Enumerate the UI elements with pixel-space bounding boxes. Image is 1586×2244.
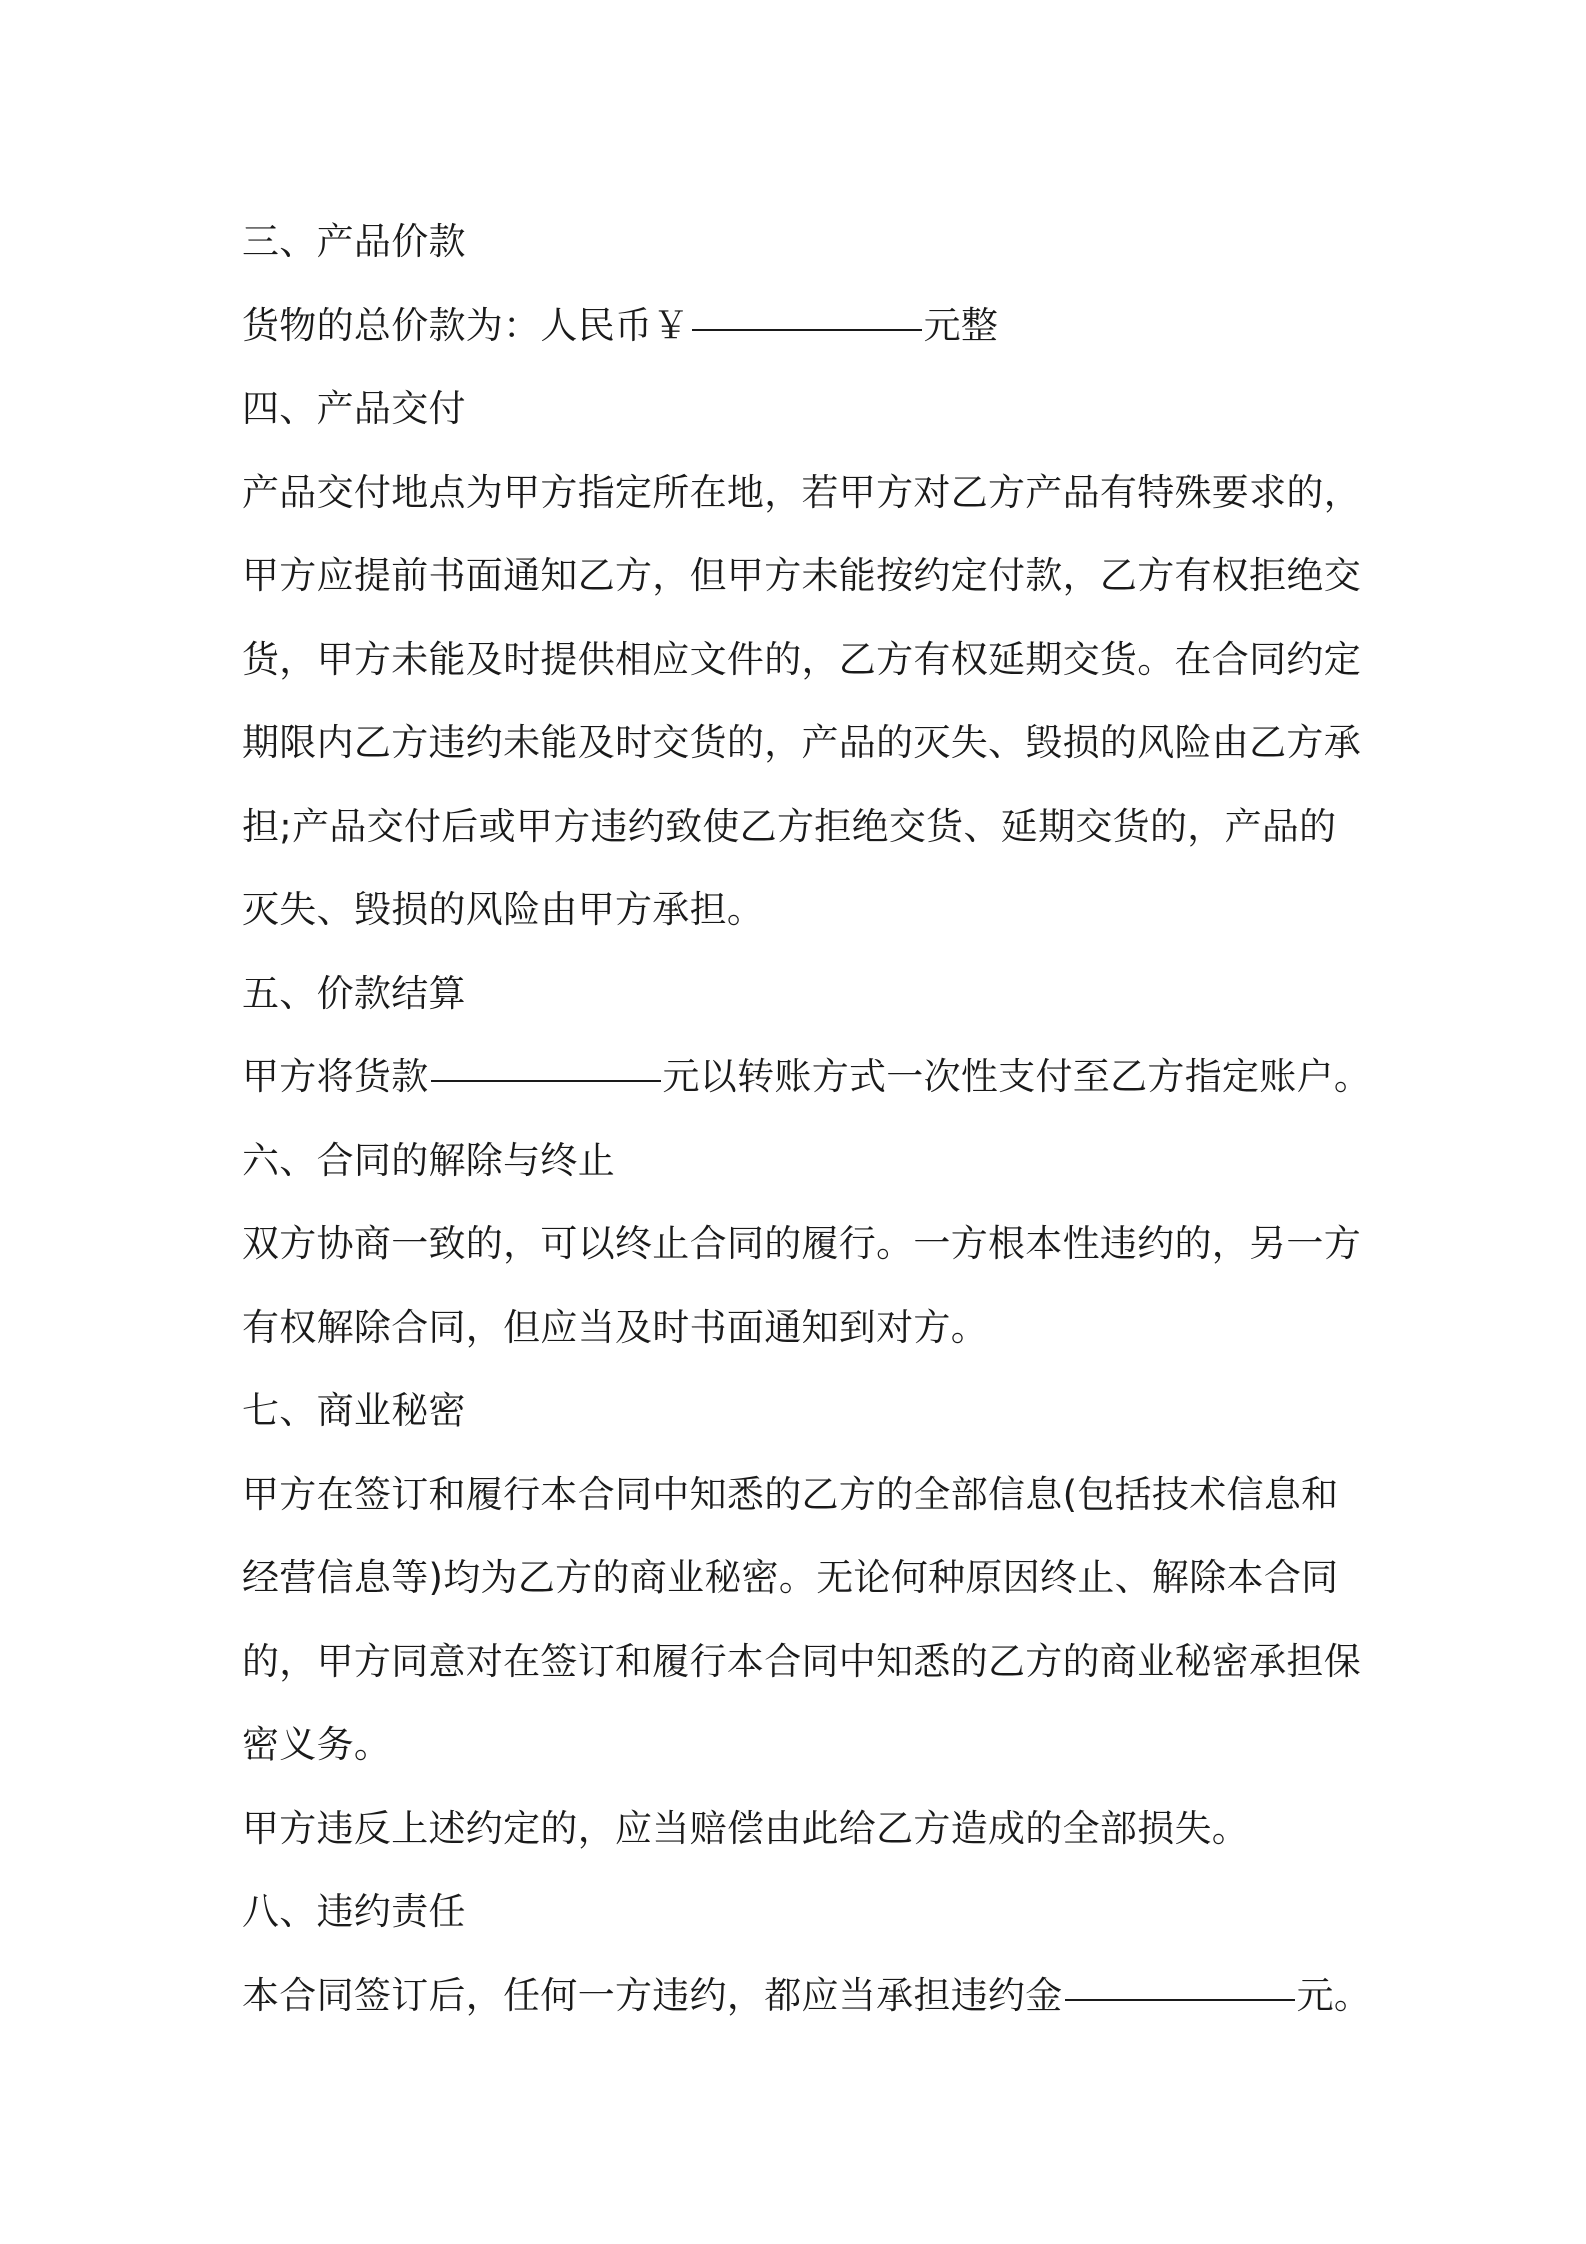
paragraph-line: 的，甲方同意对在签订和履行本合同中知悉的乙方的商业秘密承担保 [242,1639,1361,1683]
section-heading-delivery: 四、产品交付 [242,387,466,430]
paragraph-line: 有权解除合同，但应当及时书面通知到对方。 [242,1305,988,1349]
paragraph-line: 甲方应提前书面通知乙方，但甲方未能按约定付款，乙方有权拒绝交 [242,554,1361,597]
breach-blank [1065,1998,1295,2001]
paragraph-line: 经营信息等)均为乙方的商业秘密。无论何种原因终止、解除本合同 [242,1556,1339,1599]
paragraph-line: 双方协商一致的，可以终止合同的履行。一方根本性违约的，另一方 [242,1222,1361,1265]
settlement-line [242,1035,1372,1119]
section-heading-price: 三、产品价款 [242,220,466,263]
paragraph-line: 担;产品交付后或甲方违约致使乙方拒绝交货、延期交货的，产品的 [242,804,1337,848]
paragraph-line: 密义务。 [242,1723,392,1766]
paragraph-line: 甲方在签订和履行本合同中知悉的乙方的全部信息(包括技术信息和 [242,1472,1339,1516]
paragraph-line: 灭失、毁损的风险由甲方承担。 [242,888,765,931]
paragraph-line: 甲方违反上述约定的，应当赔偿由此给乙方造成的全部损失。 [242,1806,1250,1850]
section-heading-termination: 六、合同的解除与终止 [242,1138,615,1182]
section-heading-secrets: 七、商业秘密 [242,1389,466,1432]
price-unit: 元整 [923,303,999,347]
breach-line [242,1954,1372,2038]
paragraph-line: 产品交付地点为甲方指定所在地，若甲方对乙方产品有特殊要求的， [242,470,1361,514]
settlement-blank [431,1079,661,1082]
paragraph-line: 期限内乙方违约未能及时交货的，产品的灭失、毁损的风险由乙方承 [242,721,1361,764]
settlement-text: 甲方将货款 [242,1055,429,1098]
contract-body [242,200,1372,2037]
price-blank [692,328,922,331]
paragraph-line: 货，甲方未能及时提供相应文件的，乙方有权延期交货。在合同约定 [242,637,1361,681]
settlement-tail: 元以转账方式一次性支付至乙方指定账户。 [662,1055,1372,1098]
breach-tail: 元。 [1296,1973,1372,2017]
breach-text: 本合同签订后，任何一方违约，都应当承担违约金 [242,1973,1063,2017]
section-heading-breach: 八、违约责任 [242,1890,466,1933]
section-heading-settlement: 五、价款结算 [242,971,466,1015]
price-line [242,284,1357,368]
price-text: 货物的总价款为：人民币￥ [242,303,690,347]
